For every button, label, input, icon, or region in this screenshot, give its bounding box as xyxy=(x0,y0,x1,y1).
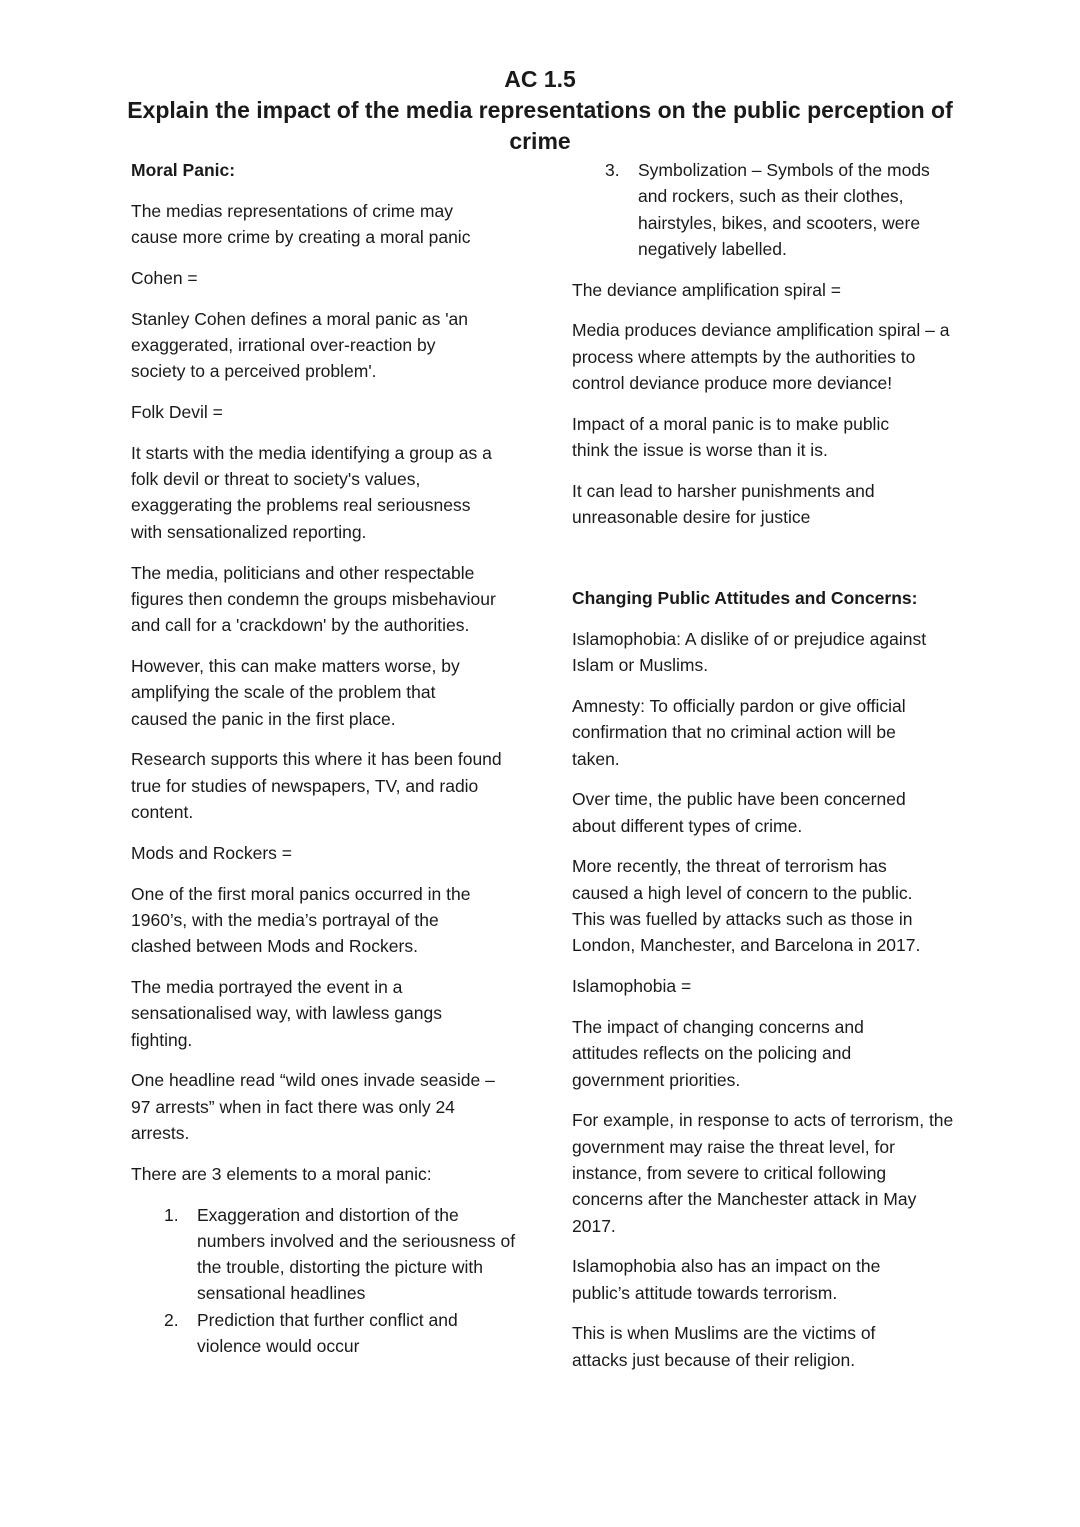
left-paragraph: The media portrayed the event in a sensationalised way, with lawless gangs fighting. xyxy=(131,976,442,1050)
right-paragraph: Islamophobia: A dislike of or prejudice against Islam or Muslims. xyxy=(572,628,927,676)
list-item xyxy=(164,1307,521,1360)
assessment-code: AC 1.5 xyxy=(504,66,576,92)
left-paragraph: One headline read “wild ones invade seaside – 97 arrests” when in fact there was only 24 arrests. xyxy=(131,1070,495,1143)
right-paragraph: For example, in response to acts of terrorism, the government may raise the threat level, for instance, from severe to critical following concerns after the Manchester attack in May 2017. xyxy=(572,1110,954,1236)
left-paragraph: However, this can make matters worse, by amplifying the scale of the problem that caused the panic in the first place. xyxy=(131,655,460,729)
list-number: 2. xyxy=(164,1309,179,1330)
page-header xyxy=(0,64,1080,157)
mods-rockers-label: Mods and Rockers = xyxy=(131,842,292,863)
folk-devil-label: Folk Devil = xyxy=(131,402,223,423)
page-title-line-2: crime xyxy=(509,128,571,154)
list-number: 1. xyxy=(164,1204,179,1225)
left-paragraph: One of the first moral panics occurred in the 1960’s, with the media’s portrayal of the clashed between Mods and Rockers. xyxy=(131,883,471,957)
right-paragraph: Impact of a moral panic is to make public think the issue is worse than it is. xyxy=(572,413,890,461)
list-text: Exaggeration and distortion of the numbers involved and the seriousness of the trouble, distorting the picture with sensational headlines xyxy=(197,1204,516,1304)
changing-attitudes-heading: Changing Public Attitudes and Concerns: xyxy=(572,588,918,609)
right-paragraph: Islamophobia also has an impact on the public’s attitude towards terrorism. xyxy=(572,1256,881,1303)
islamophobia-label: Islamophobia = xyxy=(572,976,692,997)
right-paragraph: Over time, the public have been concerned about different types of crime. xyxy=(572,789,906,836)
right-paragraph: More recently, the threat of terrorism has caused a high level of concern to the public. This was fuelled by attacks such as those in London, Manchester, and Barcelona in 2017. xyxy=(572,856,921,956)
right-paragraph: Media produces deviance amplification spiral – a process where attempts by the authorities to control deviance produce more deviance! xyxy=(572,320,950,394)
left-column xyxy=(131,157,521,1359)
section-spacer xyxy=(572,545,957,585)
right-paragraph: This is when Muslims are the victims of attacks just because of their religion. xyxy=(572,1323,876,1370)
list-text: Symbolization – Symbols of the mods and rockers, such as their clothes, hairstyles, bikes, and scooters, were negatively labelled. xyxy=(638,160,930,259)
elements-list-continued xyxy=(572,157,957,262)
list-item xyxy=(605,157,957,262)
left-paragraph: Stanley Cohen defines a moral panic as 'an exaggerated, irrational over-reaction by society to a perceived problem'. xyxy=(131,308,469,382)
list-number: 3. xyxy=(605,160,620,180)
left-paragraph: The medias representations of crime may cause more crime by creating a moral panic xyxy=(131,200,471,248)
right-column xyxy=(572,157,957,1387)
moral-panic-heading: Moral Panic: xyxy=(131,160,236,180)
left-paragraph: Research supports this where it has been found true for studies of newspapers, TV, and radio content. xyxy=(131,749,502,822)
cohen-label: Cohen = xyxy=(131,267,198,288)
list-item xyxy=(164,1202,521,1307)
left-paragraph: There are 3 elements to a moral panic: xyxy=(131,1163,432,1184)
deviance-spiral-label: The deviance amplification spiral = xyxy=(572,279,841,300)
left-paragraph: The media, politicians and other respectable figures then condemn the groups misbehaviour and call for a 'crackdown' by the authorities. xyxy=(131,562,496,636)
page-title-line-1: Explain the impact of the media representations on the public perception of xyxy=(127,97,953,123)
left-paragraph: It starts with the media identifying a group as a folk devil or threat to society's values, exaggerating the problems real seriousness with sensationalized reporting. xyxy=(131,442,492,542)
right-paragraph: The impact of changing concerns and attitudes reflects on the policing and government priorities. xyxy=(572,1016,864,1090)
elements-list xyxy=(131,1202,521,1360)
list-text: Prediction that further conflict and violence would occur xyxy=(197,1309,458,1356)
right-paragraph: Amnesty: To officially pardon or give official confirmation that no criminal action will be taken. xyxy=(572,695,906,769)
right-paragraph: It can lead to harsher punishments and unreasonable desire for justice xyxy=(572,480,875,528)
